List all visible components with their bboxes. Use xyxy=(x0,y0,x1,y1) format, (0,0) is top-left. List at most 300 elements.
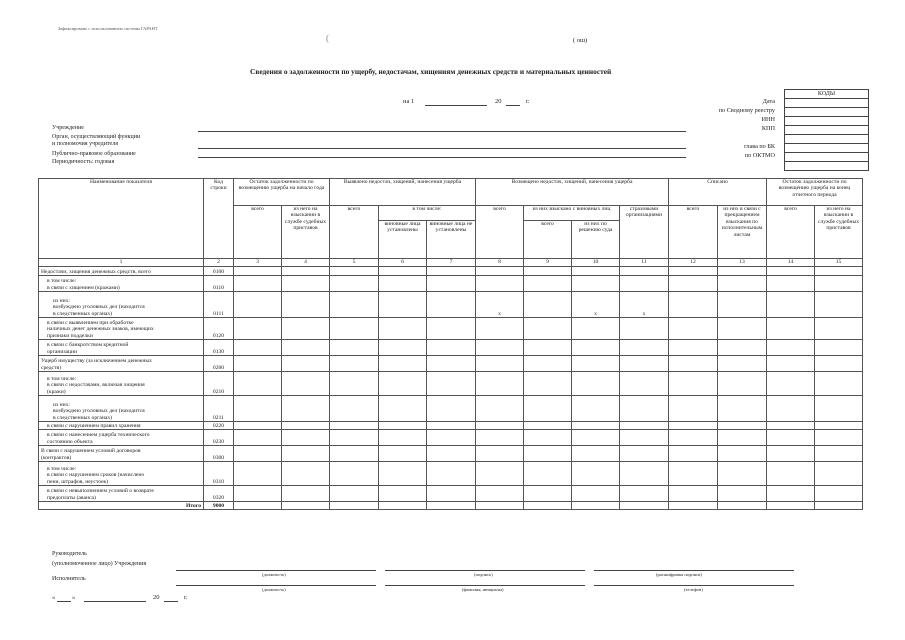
value-cell[interactable] xyxy=(476,340,524,356)
value-cell[interactable] xyxy=(669,430,718,446)
value-cell[interactable] xyxy=(379,276,427,292)
value-cell[interactable] xyxy=(620,356,669,372)
value-cell[interactable] xyxy=(620,396,669,422)
value-cell[interactable] xyxy=(572,462,620,486)
code-registry-cell[interactable] xyxy=(785,108,869,117)
value-cell[interactable] xyxy=(379,502,427,510)
value-cell[interactable] xyxy=(524,446,572,462)
value-cell[interactable] xyxy=(620,462,669,486)
row-code: 0100 xyxy=(204,267,234,276)
value-cell[interactable] xyxy=(718,276,767,292)
value-cell[interactable] xyxy=(524,372,572,396)
value-cell[interactable] xyxy=(815,422,863,430)
sig-caption-exec-phone: (телефон) xyxy=(684,587,703,592)
value-cell[interactable] xyxy=(815,292,863,318)
col-number-5: 5 xyxy=(330,259,379,267)
row-name: в том числе: в связи с хищением (кражами) xyxy=(39,276,204,292)
value-cell[interactable] xyxy=(669,446,718,462)
col-number-8: 8 xyxy=(476,259,524,267)
codes-label-kpp: КПП xyxy=(761,125,775,132)
value-cell[interactable] xyxy=(476,356,524,372)
value-cell[interactable] xyxy=(234,396,282,422)
row-code: 0230 xyxy=(204,430,234,446)
value-cell[interactable] xyxy=(234,422,282,430)
hdr-written-terminated: из них в связи с прекращением взыскания по исполнительным листам xyxy=(718,206,767,259)
value-cell[interactable] xyxy=(718,446,767,462)
value-cell[interactable] xyxy=(767,340,815,356)
codes-label-registry: по Сводному реестру xyxy=(718,107,775,114)
value-cell[interactable] xyxy=(524,422,572,430)
sig-date-day-line[interactable] xyxy=(57,601,71,602)
value-cell[interactable] xyxy=(669,486,718,502)
value-cell[interactable] xyxy=(669,340,718,356)
value-cell[interactable] xyxy=(572,276,620,292)
value-cell[interactable] xyxy=(815,396,863,422)
value-cell[interactable] xyxy=(330,372,379,396)
row-code: 0210 xyxy=(204,372,234,396)
value-cell[interactable] xyxy=(718,430,767,446)
value-cell[interactable] xyxy=(620,276,669,292)
row-code: 0110 xyxy=(204,276,234,292)
table-row xyxy=(39,486,863,502)
sig-head-name-line[interactable] xyxy=(594,570,794,571)
value-cell[interactable] xyxy=(718,340,767,356)
value-cell[interactable] xyxy=(379,267,427,276)
table-row xyxy=(39,446,863,462)
value-cell[interactable] xyxy=(427,292,476,318)
hdr-found-incl: в том числе: xyxy=(379,206,476,221)
value-cell[interactable] xyxy=(524,276,572,292)
value-cell[interactable] xyxy=(620,372,669,396)
code-date-cell[interactable] xyxy=(785,99,869,108)
value-cell[interactable] xyxy=(815,340,863,356)
sig-date-month-line[interactable] xyxy=(84,601,146,602)
table-row xyxy=(39,340,863,356)
document-title: Сведения о задолженности по ущербу, недостачам, хищениям денежных средств и материальных ценностей xyxy=(250,67,612,76)
sig-caption-position: (должность) xyxy=(262,572,286,577)
value-cell[interactable] xyxy=(767,356,815,372)
table-row xyxy=(39,502,863,510)
value-cell[interactable] xyxy=(815,356,863,372)
x-mark-cell: х xyxy=(620,292,669,318)
code-kpp-cell[interactable] xyxy=(785,126,869,135)
value-cell[interactable] xyxy=(815,430,863,446)
codes-header: КОДЫ xyxy=(785,90,869,99)
org-label-institution: Учреждение xyxy=(52,125,84,131)
table-row xyxy=(39,462,863,486)
row-name: в связи с невыполнением условий о возврате предоплаты (аванса) xyxy=(39,486,204,502)
hdr-found: Выявлено недостач, хищений, нанесения ущерба xyxy=(330,179,476,206)
value-cell[interactable] xyxy=(524,318,572,340)
value-cell[interactable] xyxy=(572,430,620,446)
value-cell[interactable] xyxy=(234,486,282,502)
sig-caption-exec-name: (фамилия, инициалы) xyxy=(462,587,504,592)
value-cell[interactable] xyxy=(476,502,524,510)
value-cell[interactable] xyxy=(379,422,427,430)
value-cell[interactable] xyxy=(767,502,815,510)
value-cell[interactable] xyxy=(427,276,476,292)
value-cell[interactable] xyxy=(815,318,863,340)
value-cell[interactable] xyxy=(669,276,718,292)
value-cell[interactable] xyxy=(767,486,815,502)
value-cell[interactable] xyxy=(620,486,669,502)
value-cell[interactable] xyxy=(234,340,282,356)
hdr-guilty-not-set: виновные лица не установлены xyxy=(427,221,476,259)
value-cell[interactable] xyxy=(572,422,620,430)
value-cell[interactable] xyxy=(427,372,476,396)
value-cell[interactable] xyxy=(234,318,282,340)
value-cell[interactable] xyxy=(524,396,572,422)
hdr-by-court: из них по решению суда xyxy=(572,221,620,259)
form-code: ( ош) xyxy=(573,37,588,44)
value-cell[interactable] xyxy=(234,356,282,372)
sig-caption-name: (расшифровка подписи) xyxy=(656,572,702,577)
table-row xyxy=(39,396,863,422)
value-cell[interactable] xyxy=(330,462,379,486)
value-cell[interactable] xyxy=(282,318,330,340)
value-cell[interactable] xyxy=(669,267,718,276)
value-cell[interactable] xyxy=(524,430,572,446)
row-code: 0111 xyxy=(204,292,234,318)
value-cell[interactable] xyxy=(476,372,524,396)
value-cell[interactable] xyxy=(620,446,669,462)
col-number-6: 6 xyxy=(379,259,427,267)
value-cell[interactable] xyxy=(815,486,863,502)
value-cell[interactable] xyxy=(669,356,718,372)
value-cell[interactable] xyxy=(476,267,524,276)
value-cell[interactable] xyxy=(330,396,379,422)
value-cell[interactable] xyxy=(718,372,767,396)
value-cell[interactable] xyxy=(427,430,476,446)
value-cell[interactable] xyxy=(427,356,476,372)
org-label-periodicity: Периодичность: годовая xyxy=(52,159,115,165)
value-cell[interactable] xyxy=(282,276,330,292)
table-row xyxy=(39,267,863,276)
sig-executor-label: Исполнитель xyxy=(52,576,86,582)
value-cell[interactable] xyxy=(524,462,572,486)
value-cell[interactable] xyxy=(767,396,815,422)
value-cell[interactable] xyxy=(234,462,282,486)
value-cell[interactable] xyxy=(718,502,767,510)
value-cell[interactable] xyxy=(718,486,767,502)
value-cell[interactable] xyxy=(767,318,815,340)
value-cell[interactable] xyxy=(427,422,476,430)
codes-table xyxy=(784,89,869,171)
value-cell[interactable] xyxy=(234,446,282,462)
value-cell[interactable] xyxy=(476,446,524,462)
value-cell[interactable] xyxy=(234,276,282,292)
value-cell[interactable] xyxy=(718,462,767,486)
value-cell[interactable] xyxy=(476,486,524,502)
value-cell[interactable] xyxy=(330,502,379,510)
value-cell[interactable] xyxy=(379,318,427,340)
value-cell[interactable] xyxy=(282,292,330,318)
value-cell[interactable] xyxy=(718,292,767,318)
col-number-3: 3 xyxy=(234,259,282,267)
report-date-suffix: г. xyxy=(526,98,530,105)
code-inn-cell[interactable] xyxy=(785,117,869,126)
value-cell[interactable] xyxy=(282,462,330,486)
report-date-year-prefix: 20 xyxy=(495,98,502,105)
hdr-insurance: страховыми организациями xyxy=(620,206,669,259)
value-cell[interactable] xyxy=(718,422,767,430)
value-cell[interactable] xyxy=(476,396,524,422)
value-cell[interactable] xyxy=(524,292,572,318)
row-name: Недостачи, хищения денежных средств, всего xyxy=(39,267,204,276)
org-institution-line[interactable] xyxy=(198,131,686,132)
codes-label-inn: ИНН xyxy=(761,116,775,123)
value-cell[interactable] xyxy=(718,356,767,372)
value-cell[interactable] xyxy=(524,502,572,510)
value-cell[interactable] xyxy=(476,422,524,430)
value-cell[interactable] xyxy=(282,446,330,462)
value-cell[interactable] xyxy=(572,372,620,396)
row-code: 0300 xyxy=(204,446,234,462)
value-cell[interactable] xyxy=(620,430,669,446)
value-cell[interactable] xyxy=(330,356,379,372)
value-cell[interactable] xyxy=(330,340,379,356)
org-founder-line[interactable] xyxy=(198,148,686,149)
value-cell[interactable] xyxy=(379,356,427,372)
col-number-9: 9 xyxy=(524,259,572,267)
value-cell[interactable] xyxy=(379,372,427,396)
value-cell[interactable] xyxy=(330,276,379,292)
hdr-written-total: всего xyxy=(669,206,718,259)
row-code: 0200 xyxy=(204,356,234,372)
value-cell[interactable] xyxy=(767,276,815,292)
value-cell[interactable] xyxy=(427,340,476,356)
value-cell[interactable] xyxy=(379,462,427,486)
value-cell[interactable] xyxy=(379,292,427,318)
value-cell[interactable] xyxy=(330,486,379,502)
col-number-1: 1 xyxy=(39,259,204,267)
col-number-7: 7 xyxy=(427,259,476,267)
value-cell[interactable] xyxy=(476,318,524,340)
value-cell[interactable] xyxy=(620,422,669,430)
x-mark-cell: х xyxy=(476,292,524,318)
col-number-12: 12 xyxy=(669,259,718,267)
value-cell[interactable] xyxy=(767,430,815,446)
value-cell[interactable] xyxy=(234,502,282,510)
col-number-4: 4 xyxy=(282,259,330,267)
value-cell[interactable] xyxy=(427,486,476,502)
sig-date-year-line[interactable] xyxy=(164,601,178,602)
value-cell[interactable] xyxy=(330,446,379,462)
sig-head-position-line[interactable] xyxy=(176,570,376,571)
value-cell[interactable] xyxy=(379,396,427,422)
value-cell[interactable] xyxy=(815,446,863,462)
value-cell[interactable] xyxy=(815,267,863,276)
row-name: Ущерб имуществу (за исключением денежных средств) xyxy=(39,356,204,372)
hdr-start-total: всего xyxy=(234,206,282,259)
value-cell[interactable] xyxy=(282,486,330,502)
hdr-start-balance: Остаток задолженности по возмещению ущерба на начало года xyxy=(234,179,330,206)
value-cell[interactable] xyxy=(767,267,815,276)
hdr-found-total: всего xyxy=(330,206,379,259)
x-mark-cell: х xyxy=(572,292,620,318)
value-cell[interactable] xyxy=(767,422,815,430)
report-date-day-line[interactable] xyxy=(425,105,487,106)
col-number-2: 2 xyxy=(204,259,234,267)
hdr-written-off: Списано xyxy=(669,179,767,206)
codes-label-bk: глава по БК xyxy=(744,143,775,150)
value-cell[interactable] xyxy=(669,502,718,510)
value-cell[interactable] xyxy=(524,267,572,276)
margin-mark: ( xyxy=(326,33,329,43)
value-cell[interactable] xyxy=(572,486,620,502)
value-cell[interactable] xyxy=(234,372,282,396)
row-code: 0310 xyxy=(204,462,234,486)
org-label-founder-1: Орган, осуществляющий функции xyxy=(52,134,141,140)
value-cell[interactable] xyxy=(282,372,330,396)
value-cell[interactable] xyxy=(234,292,282,318)
value-cell[interactable] xyxy=(767,372,815,396)
value-cell[interactable] xyxy=(620,267,669,276)
code-oktmo-cell[interactable] xyxy=(785,153,869,162)
value-cell[interactable] xyxy=(234,267,282,276)
value-cell[interactable] xyxy=(330,318,379,340)
table-row xyxy=(39,422,863,430)
hdr-end-in-court: из него на взыскании в службе судебных приставов xyxy=(815,206,863,259)
codes-label-oktmo: по ОКТМО xyxy=(744,152,775,159)
sig-date-year: 20 xyxy=(153,594,160,601)
value-cell[interactable] xyxy=(379,446,427,462)
hdr-repaid-from-guilty: из них взыскано с виновных лиц xyxy=(524,206,620,221)
value-cell[interactable] xyxy=(572,318,620,340)
value-cell[interactable] xyxy=(718,318,767,340)
col-number-10: 10 xyxy=(572,259,620,267)
row-code: 0120 xyxy=(204,318,234,340)
value-cell[interactable] xyxy=(379,486,427,502)
hdr-code: Код строки xyxy=(204,179,234,259)
value-cell[interactable] xyxy=(282,396,330,422)
value-cell[interactable] xyxy=(524,340,572,356)
sig-head-label-2: (уполномоченное лицо) Учреждения xyxy=(52,561,147,567)
value-cell[interactable] xyxy=(427,462,476,486)
value-cell[interactable] xyxy=(669,422,718,430)
value-cell[interactable] xyxy=(767,446,815,462)
value-cell[interactable] xyxy=(282,502,330,510)
table-row xyxy=(39,318,863,340)
value-cell[interactable] xyxy=(718,267,767,276)
org-label-public-entity: Публично-правовое образование xyxy=(52,151,136,157)
row-name: Итого xyxy=(39,502,204,510)
col-number-14: 14 xyxy=(767,259,815,267)
row-name: из них: возбуждено уголовных дел (находится в следственных органах) xyxy=(39,292,204,318)
value-cell[interactable] xyxy=(282,340,330,356)
hdr-repaid-total: всего xyxy=(476,206,524,259)
code-extra-cell[interactable] xyxy=(785,162,869,171)
value-cell[interactable] xyxy=(282,430,330,446)
value-cell[interactable] xyxy=(718,396,767,422)
value-cell[interactable] xyxy=(572,340,620,356)
org-label-founder-2: и полномочия учредителя xyxy=(52,141,118,147)
value-cell[interactable] xyxy=(620,318,669,340)
row-name: в связи с нарушением правил хранения xyxy=(39,422,204,430)
sig-exec-phone-line[interactable] xyxy=(594,585,794,586)
value-cell[interactable] xyxy=(379,430,427,446)
value-cell[interactable] xyxy=(282,267,330,276)
hdr-repaid: Возмещено недостач, хищений, нанесения ущерба xyxy=(476,179,669,206)
code-bk-cell[interactable] xyxy=(785,144,869,153)
value-cell[interactable] xyxy=(476,430,524,446)
value-cell[interactable] xyxy=(427,446,476,462)
value-cell[interactable] xyxy=(572,446,620,462)
hdr-name: Наименование показателя xyxy=(39,179,204,259)
value-cell[interactable] xyxy=(767,462,815,486)
value-cell[interactable] xyxy=(767,292,815,318)
value-cell[interactable] xyxy=(572,356,620,372)
value-cell[interactable] xyxy=(572,502,620,510)
table-row xyxy=(39,276,863,292)
value-cell[interactable] xyxy=(427,267,476,276)
value-cell[interactable] xyxy=(669,318,718,340)
value-cell[interactable] xyxy=(524,486,572,502)
row-code: 0320 xyxy=(204,486,234,502)
value-cell[interactable] xyxy=(572,396,620,422)
value-cell[interactable] xyxy=(620,502,669,510)
sig-date-suffix: г. xyxy=(184,594,188,601)
col-number-13: 13 xyxy=(718,259,767,267)
value-cell[interactable] xyxy=(330,267,379,276)
value-cell[interactable] xyxy=(282,356,330,372)
value-cell[interactable] xyxy=(234,430,282,446)
sig-exec-position-line[interactable] xyxy=(176,585,376,586)
hdr-end-total: всего xyxy=(767,206,815,259)
value-cell[interactable] xyxy=(524,356,572,372)
value-cell[interactable] xyxy=(815,462,863,486)
row-name: в связи с нанесением ущерба технического состоянию объекта xyxy=(39,430,204,446)
sig-head-label-1: Руководитель xyxy=(52,551,87,557)
org-public-entity-line[interactable] xyxy=(198,157,686,158)
report-date-year-line[interactable] xyxy=(506,105,520,106)
value-cell[interactable] xyxy=(330,292,379,318)
row-name: В связи с нарушением условий договоров (контрактов) xyxy=(39,446,204,462)
value-cell[interactable] xyxy=(572,267,620,276)
value-cell[interactable] xyxy=(669,396,718,422)
row-code: 9000 xyxy=(204,502,234,510)
value-cell[interactable] xyxy=(330,422,379,430)
value-cell[interactable] xyxy=(282,422,330,430)
sig-caption-exec-position: (должность) xyxy=(262,587,286,592)
value-cell[interactable] xyxy=(815,372,863,396)
value-cell[interactable] xyxy=(379,340,427,356)
value-cell[interactable] xyxy=(427,396,476,422)
value-cell[interactable] xyxy=(620,340,669,356)
value-cell[interactable] xyxy=(669,292,718,318)
value-cell[interactable] xyxy=(476,462,524,486)
row-name: в связи с банкротством кредитной организации xyxy=(39,340,204,356)
value-cell[interactable] xyxy=(815,502,863,510)
value-cell[interactable] xyxy=(669,372,718,396)
hdr-guilty-set: виновные лица установлены xyxy=(379,221,427,259)
sig-date-close: » xyxy=(72,594,76,601)
row-name: в том числе: в связи с нарушением сроков (начислено пени, штрафов, неустоек) xyxy=(39,462,204,486)
value-cell[interactable] xyxy=(330,430,379,446)
value-cell[interactable] xyxy=(427,318,476,340)
row-code: 0211 xyxy=(204,396,234,422)
sig-exec-name-line[interactable] xyxy=(385,585,585,586)
sig-head-signature-line[interactable] xyxy=(385,570,585,571)
codes-label-date: Дата xyxy=(762,98,775,105)
row-name: из них: возбуждено уголовных дел (находится в следственных органах) xyxy=(39,396,204,422)
value-cell[interactable] xyxy=(476,276,524,292)
value-cell[interactable] xyxy=(669,462,718,486)
value-cell[interactable] xyxy=(815,276,863,292)
table-row xyxy=(39,430,863,446)
code-blank-cell[interactable] xyxy=(785,135,869,144)
value-cell[interactable] xyxy=(427,502,476,510)
